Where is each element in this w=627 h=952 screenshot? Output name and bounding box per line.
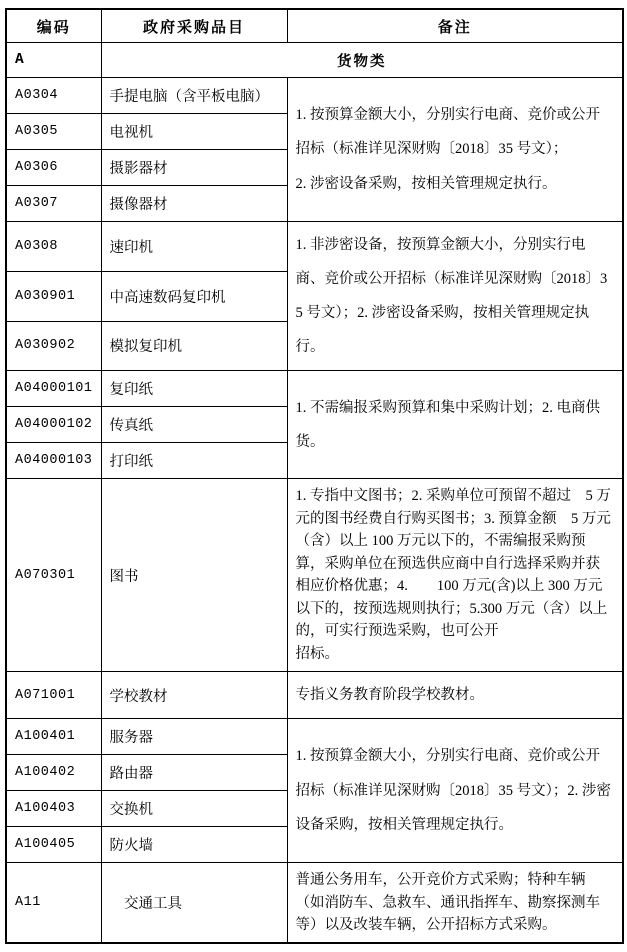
item-name-cell: 防火墙: [101, 827, 287, 863]
remark-paragraph: 专指义务教育阶段学校教材。: [295, 687, 484, 703]
remark-paragraph: 招标。: [295, 645, 339, 662]
table-row: [6, 479, 623, 672]
item-name-cell: 模拟复印机: [101, 321, 287, 371]
table-row: [6, 672, 623, 719]
item-name-cell: 速印机: [101, 222, 287, 272]
code-cell: A070301: [6, 479, 101, 672]
category-row: [6, 43, 623, 78]
item-name-cell: 图书: [101, 479, 287, 672]
remark-cell: [287, 672, 623, 719]
remark-paragraph: 1. 按预算金额大小，分别实行电商、竞价或公开招标（标准详见深财购〔2018〕35 号文）；: [295, 107, 600, 158]
procurement-catalog-table: [5, 8, 624, 944]
code-cell: A11: [6, 863, 101, 944]
remark-paragraph: 普通公务用车，公开竞价方式采购；特种车辆（如消防车、急救车、通讯指挥车、勘察探测车等）以及改装车辆，公开招标方式采购。: [295, 872, 600, 933]
code-cell: A100402: [6, 755, 101, 791]
table-row: [6, 78, 623, 114]
table-body: [6, 43, 623, 944]
remark-cell: [287, 479, 623, 672]
item-name-cell: 路由器: [101, 755, 287, 791]
item-name-cell: 传真纸: [101, 407, 287, 443]
code-cell: A071001: [6, 672, 101, 719]
remark-paragraph: 1. 非涉密设备，按预算金额大小，分别实行电商、竞价或公开招标（标准详见深财购〔2018〕35 号文）；2. 涉密设备采购，按相关管理规定执行。: [295, 237, 608, 356]
code-cell: A0305: [6, 114, 101, 150]
code-cell: A04000102: [6, 407, 101, 443]
header-cell-remark: 备注: [287, 9, 623, 43]
item-name-cell: 打印纸: [101, 443, 287, 479]
remark-paragraph: 2. 涉密设备采购，按相关管理规定执行。: [295, 175, 557, 192]
table-row: [6, 863, 623, 944]
table-row: [6, 371, 623, 407]
code-cell: A100405: [6, 827, 101, 863]
header-cell-code: 编码: [6, 9, 101, 43]
item-name-cell: 复印纸: [101, 371, 287, 407]
code-cell: A0307: [6, 186, 101, 222]
item-name-cell: 摄像器材: [101, 186, 287, 222]
table-row: [6, 222, 623, 272]
code-cell: A0306: [6, 150, 101, 186]
code-cell: A0304: [6, 78, 101, 114]
header-row: [6, 9, 623, 43]
item-name-cell: 交通工具: [101, 863, 287, 944]
table-row: [6, 719, 623, 755]
remark-cell: [287, 78, 623, 222]
remark-cell: [287, 719, 623, 863]
item-name-cell: 电视机: [101, 114, 287, 150]
remark-cell: [287, 863, 623, 944]
item-name-cell: 中高速数码复印机: [101, 271, 287, 321]
item-name-cell: 摄影器材: [101, 150, 287, 186]
code-cell: A0308: [6, 222, 101, 272]
remark-paragraph: 1. 按预算金额大小，分别实行电商、竞价或公开招标（标准详见深财购〔2018〕35 号文）；2. 涉密设备采购，按相关管理规定执行。: [295, 748, 611, 833]
code-cell: A030901: [6, 271, 101, 321]
remark-paragraph: 1. 专指中文图书；2. 采购单位可预留不超过 5 万元的图书经费自行购买图书；3. 预算金额 5 万元（含）以上 100 万元以下的，不需编报采购预算，采购单位在预选供应商中自行选择采购并获相应价格优惠；4. 100 万元(含)以上 300 万元以下的，按预选规则执行；5.300 万元（含）以上的，可实行预选采购，也可公开: [295, 488, 611, 640]
code-cell: A100403: [6, 791, 101, 827]
category-label: 货物类: [101, 43, 623, 78]
item-name-cell: 交换机: [101, 791, 287, 827]
code-cell: A04000101: [6, 371, 101, 407]
code-cell: A04000103: [6, 443, 101, 479]
remark-cell: [287, 222, 623, 371]
item-name-cell: 学校教材: [101, 672, 287, 719]
code-cell: A030902: [6, 321, 101, 371]
table-header: [6, 9, 623, 43]
header-cell-item: 政府采购品目: [101, 9, 287, 43]
category-code: A: [6, 43, 101, 78]
code-cell: A100401: [6, 719, 101, 755]
remark-paragraph: 1. 不需编报采购预算和集中采购计划；2. 电商供货。: [295, 399, 600, 450]
item-name-cell: 服务器: [101, 719, 287, 755]
remark-cell: [287, 371, 623, 479]
item-name-cell: 手提电脑（含平板电脑）: [101, 78, 287, 114]
